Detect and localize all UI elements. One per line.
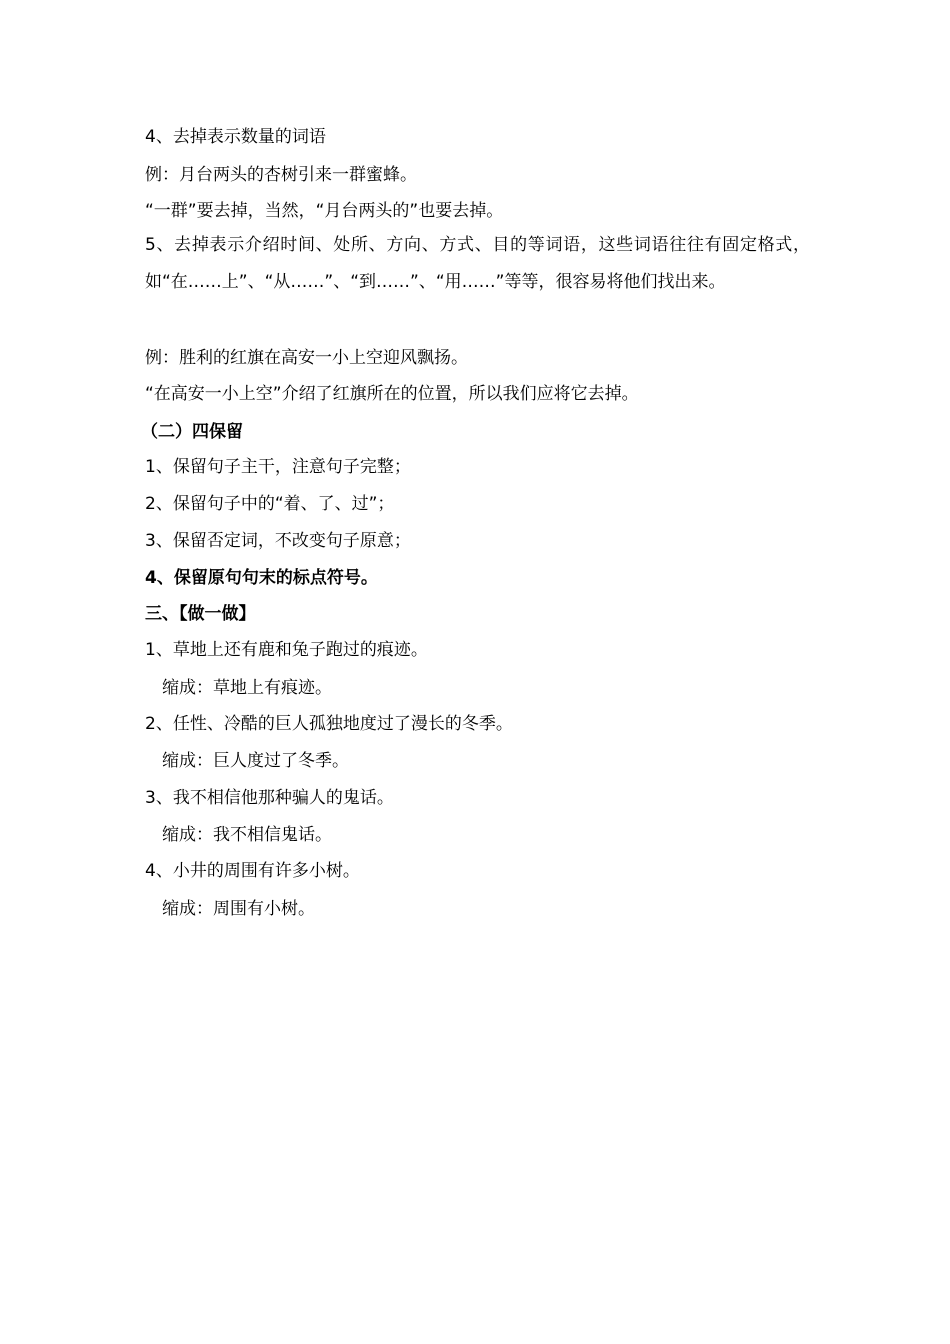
section-item-5-remove-modifiers: 5、去掉表示介绍时间、处所、方向、方式、目的等词语，这些词语往往有固定格式，如“在……上”、“从……”、“到……”、“用……”等等，很容易将他们找出来。 bbox=[145, 235, 810, 292]
practice-question-1: 1、草地上还有鹿和兔子跑过的痕迹。 bbox=[145, 640, 428, 660]
practice-question-3: 3、我不相信他那种骗人的鬼话。 bbox=[145, 788, 394, 808]
practice-question-2: 2、任性、冷酷的巨人孤独地度过了漫长的冬季。 bbox=[145, 714, 513, 734]
subheading-four-keep: （二）四保留 bbox=[141, 422, 243, 442]
practice-answer-2: 缩成：巨人度过了冬季。 bbox=[162, 751, 349, 771]
keep-rule-1: 1、保留句子主干，注意句子完整； bbox=[145, 457, 411, 477]
section-item-4-remove-quantity: 4、去掉表示数量的词语 bbox=[145, 127, 326, 147]
practice-question-4: 4、小井的周围有许多小树。 bbox=[145, 861, 360, 881]
section-heading-practice: 三、【做一做】 bbox=[145, 604, 256, 624]
example-sentence: 例：胜利的红旗在高安一小上空迎风飘扬。 bbox=[145, 348, 468, 368]
example-explanation: “一群”要去掉，当然，“月台两头的”也要去掉。 bbox=[145, 201, 504, 221]
example-explanation: “在高安一小上空”介绍了红旗所在的位置，所以我们应将它去掉。 bbox=[145, 384, 639, 404]
practice-answer-4: 缩成：周围有小树。 bbox=[162, 899, 315, 919]
keep-rule-4: 4、保留原句句末的标点符号。 bbox=[145, 568, 378, 588]
example-sentence: 例：月台两头的杏树引来一群蜜蜂。 bbox=[145, 165, 417, 185]
practice-answer-1: 缩成：草地上有痕迹。 bbox=[162, 678, 332, 698]
practice-answer-3: 缩成：我不相信鬼话。 bbox=[162, 825, 332, 845]
keep-rule-2: 2、保留句子中的“着、了、过”； bbox=[145, 494, 395, 514]
keep-rule-3: 3、保留否定词，不改变句子原意； bbox=[145, 531, 411, 551]
